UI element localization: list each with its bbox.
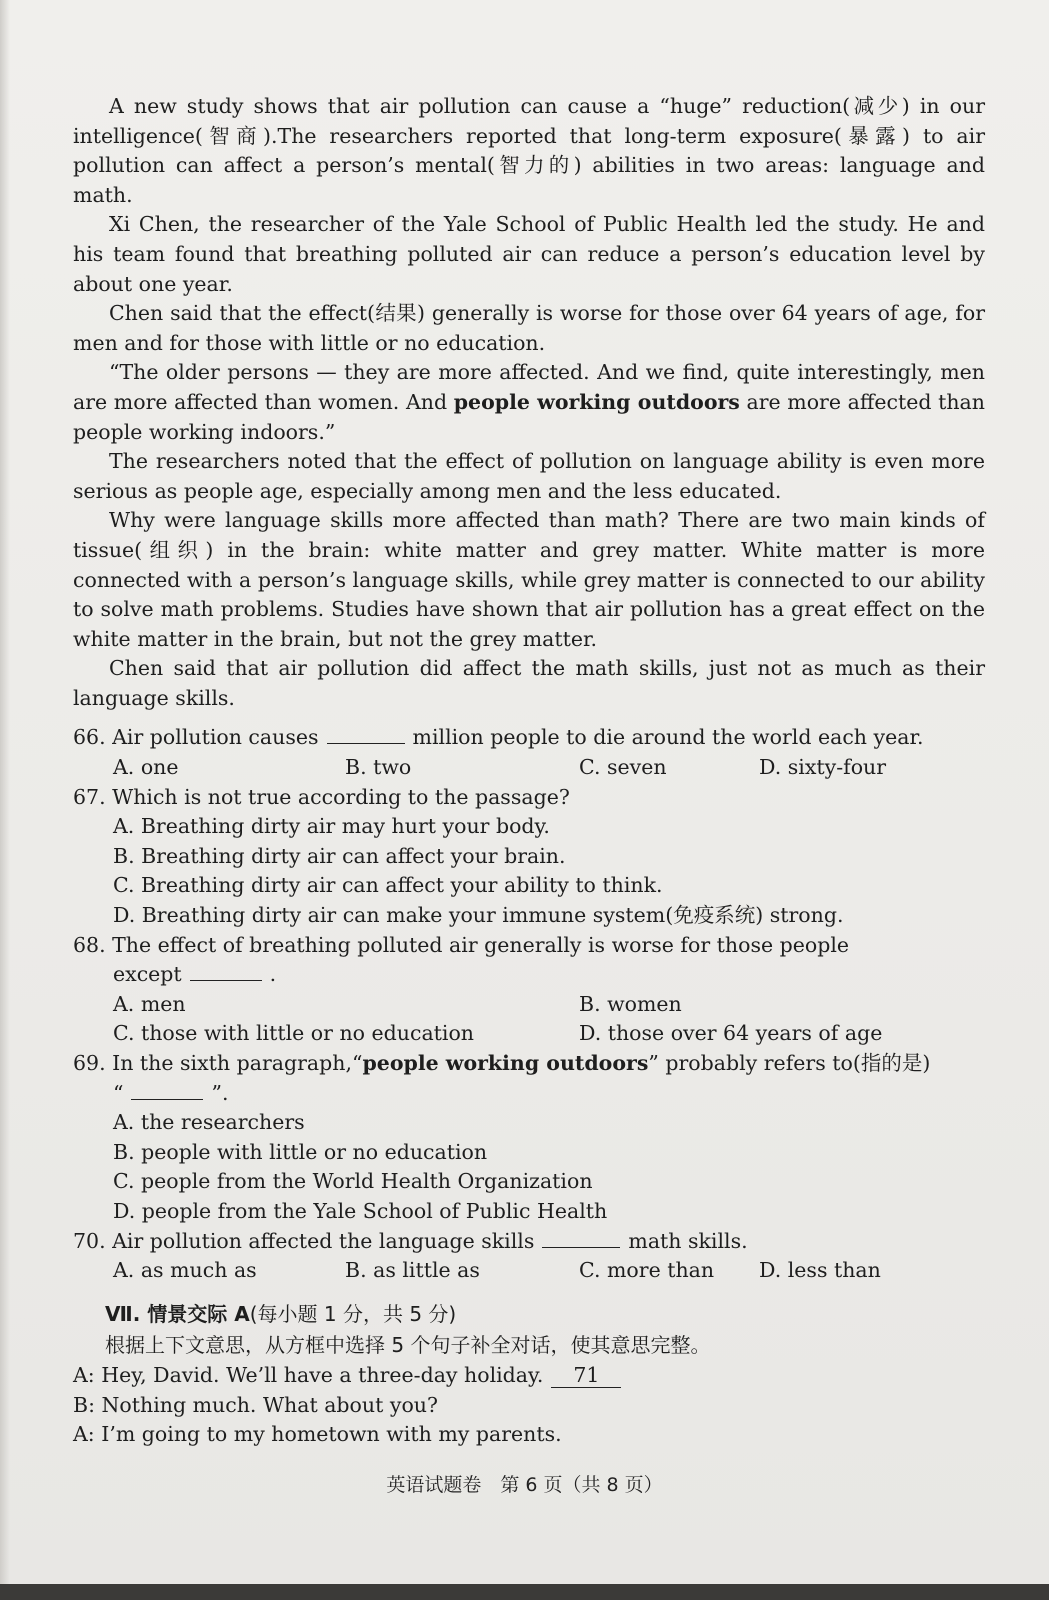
question-70-stem-a: 70. Air pollution affected the language skills: [73, 1228, 535, 1253]
passage-paragraph-7: Chen said that air pollution did affect the math skills, just not as much as their language skills.: [73, 656, 985, 710]
section-heading: [105, 1300, 985, 1330]
question-70-options: [73, 1256, 985, 1286]
option-70-a[interactable]: A. as much as: [113, 1258, 257, 1283]
quote-close: ”.: [211, 1080, 229, 1105]
section-score: (每小题 1 分，共 5 分): [249, 1301, 457, 1326]
option-70-d[interactable]: D. less than: [759, 1258, 881, 1283]
paragraph-4-text-a: “The older persons — they are more affected. And we find, quite interestingly, men are more affected than women. And: [73, 360, 985, 414]
passage-paragraph-5: The researchers noted that the effect of pollution on language ability is even more serious as people age, especially among men and the less educated.: [73, 449, 985, 503]
option-67-a[interactable]: A. Breathing dirty air may hurt your body.: [113, 814, 550, 839]
option-68-d[interactable]: D. those over 64 years of age: [579, 1021, 883, 1046]
answer-blank-70[interactable]: [542, 1227, 620, 1248]
option-70-b[interactable]: B. as little as: [345, 1258, 480, 1283]
option-67-d[interactable]: D. Breathing dirty air can make your immune system(免疫系统) strong.: [113, 903, 844, 928]
answer-blank-66[interactable]: [327, 723, 405, 744]
option-66-b[interactable]: B. two: [345, 755, 412, 780]
option-67-b[interactable]: B. Breathing dirty air can affect your brain.: [113, 843, 566, 868]
question-66-stem-a: 66. Air pollution causes: [73, 725, 319, 750]
section-instruction: 根据上下文意思，从方框中选择 5 个句子补全对话，使其意思完整。: [105, 1333, 711, 1358]
dialogue-line-2: B: Nothing much. What about you?: [73, 1392, 438, 1417]
answer-blank-71[interactable]: 71: [551, 1363, 621, 1388]
option-68-a[interactable]: A. men: [113, 991, 186, 1016]
option-70-c[interactable]: C. more than: [579, 1258, 715, 1283]
page-footer: 英语试题卷 第 6 页（共 8 页）: [386, 1474, 663, 1496]
reading-passage: [73, 92, 985, 713]
passage-paragraph-3: Chen said that the effect(结果) generally is worse for those over 64 years of age, for men and for those with little or no education.: [73, 301, 985, 355]
option-67-c[interactable]: C. Breathing dirty air can affect your ability to think.: [113, 873, 663, 898]
question-66-stem: [73, 723, 985, 753]
question-68-except: except: [113, 962, 182, 987]
option-69-c[interactable]: C. people from the World Health Organization: [113, 1169, 593, 1194]
question-66-options: [73, 753, 985, 783]
dialogue-line-3: A: I’m going to my hometown with my parents.: [73, 1422, 562, 1447]
question-66-stem-b: million people to die around the world each year.: [412, 725, 924, 750]
option-66-a[interactable]: A. one: [113, 755, 179, 780]
option-68-c[interactable]: C. those with little or no education: [113, 1021, 475, 1046]
answer-blank-69[interactable]: [131, 1079, 203, 1100]
question-69: [73, 1049, 985, 1227]
dialogue-line-1-text: A: Hey, David. We’ll have a three-day holiday.: [73, 1362, 544, 1387]
question-69-bold-phrase: people working outdoors: [362, 1051, 649, 1075]
question-69-stem: [73, 1049, 985, 1079]
question-69-stem-b: ” probably refers to(指的是): [648, 1051, 931, 1075]
option-66-d[interactable]: D. sixty-four: [759, 755, 887, 780]
section-title: Ⅶ. 情景交际 A: [105, 1301, 250, 1326]
option-69-b[interactable]: B. people with little or no education: [113, 1139, 488, 1164]
question-66: [73, 723, 985, 782]
question-68-options-row-1: [73, 990, 985, 1020]
option-69-d[interactable]: D. people from the Yale School of Public Health: [113, 1198, 608, 1223]
question-69-answer-line: [73, 1079, 985, 1109]
page-bottom-edge: [0, 1584, 1049, 1600]
question-70-stem-b: math skills.: [628, 1228, 748, 1253]
page-content: [73, 92, 985, 1450]
option-69-a[interactable]: A. the researchers: [113, 1110, 305, 1135]
question-67: [73, 783, 985, 931]
question-70: [73, 1227, 985, 1286]
question-67-stem: 67. Which is not true according to the passage?: [73, 784, 570, 809]
question-69-stem-a: 69. In the sixth paragraph,“: [73, 1051, 363, 1075]
option-68-b[interactable]: B. women: [579, 991, 682, 1016]
passage-paragraph-4: [73, 358, 985, 447]
passage-paragraph-1: A new study shows that air pollution can cause a “huge” reduction(减少) in our intelligence(智商).The researchers reported that long-term exposure(暴露) to air pollution can affect a person’s mental(智力的) abilities in two areas: language and math.: [73, 94, 985, 207]
question-68-options-row-2: [73, 1019, 985, 1049]
question-68: [73, 931, 985, 1049]
option-66-c[interactable]: C. seven: [579, 755, 667, 780]
answer-blank-68[interactable]: [190, 960, 262, 981]
paragraph-4-text-b: are more affected than people working indoors.”: [73, 389, 985, 444]
dialogue: [73, 1361, 985, 1450]
question-68-stem-line2: except .: [113, 962, 277, 987]
quote-open: “: [113, 1080, 124, 1105]
passage-paragraph-6: Why were language skills more affected than math? There are two main kinds of tissue(组织) in the brain: white matter and grey matter. White matter is more connected with a person’s language skills, while grey matter is connected to our ability to solve math problems. Studies have shown that air pollution has a great effect on the white matter in the brain, but not the grey matter.: [73, 508, 985, 651]
passage-paragraph-2: Xi Chen, the researcher of the Yale School of Public Health led the study. He and his team found that breathing polluted air can reduce a person’s education level by about one year.: [73, 212, 985, 296]
paragraph-4-bold-phrase: people working outdoors: [453, 389, 740, 414]
question-68-stem: 68. The effect of breathing polluted air generally is worse for those people: [73, 932, 850, 957]
question-70-stem: [73, 1227, 985, 1257]
dialogue-line-1: [73, 1361, 985, 1391]
page-shadow: [0, 0, 10, 1584]
